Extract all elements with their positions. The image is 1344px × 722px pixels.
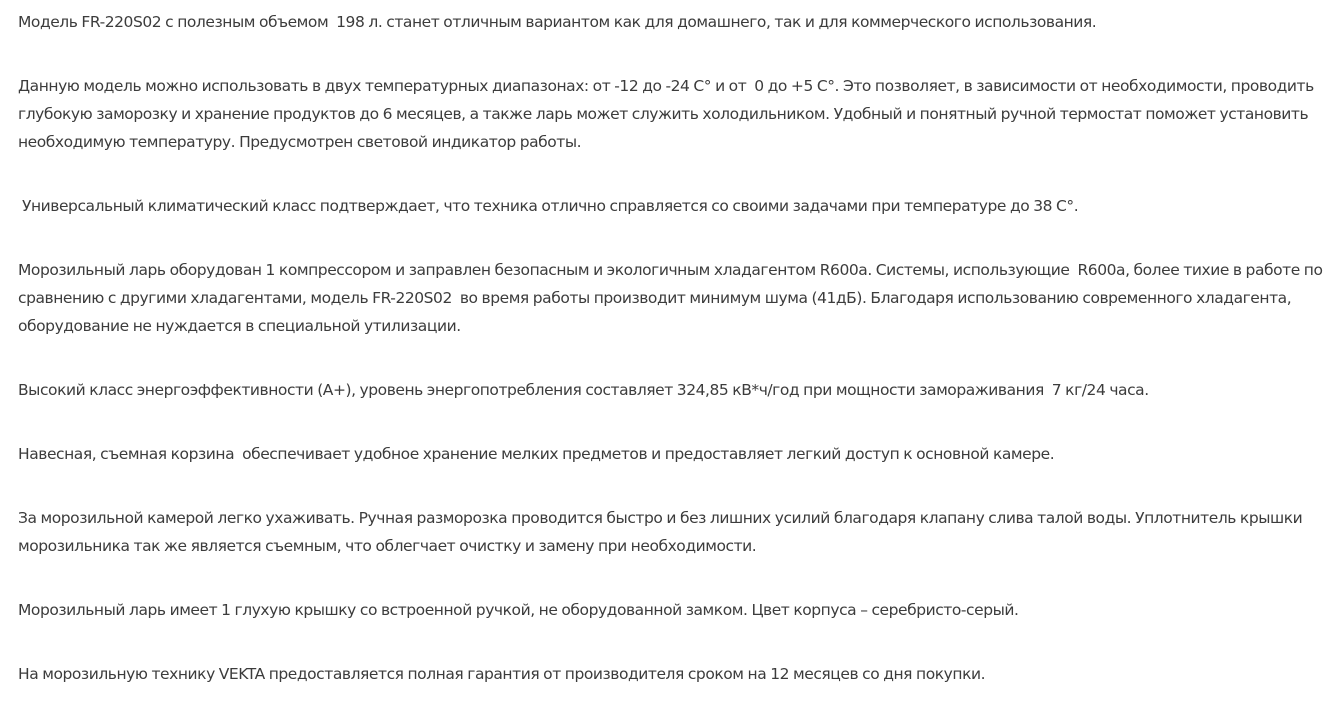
paragraph-lid-color: Морозильный ларь имеет 1 глухую крышку со встроенной ручкой, не оборудованной замком. Цвет корпуса – серебристо-серый. xyxy=(18,601,1019,619)
paragraph-defrost-maintenance: За морозильной камерой легко ухаживать. Ручная разморозка проводится быстро и без лишних усилий благодаря клапану слива талой воды. Уплотнитель крышки морозильника так же является съемным, что облегчает очистку и замену при необходимости. xyxy=(18,509,1307,555)
paragraph-basket: Навесная, съемная корзина обеспечивает удобное хранение мелких предметов и предоставляет легкий доступ к основной камере. xyxy=(18,445,1055,463)
paragraph-compressor-refrigerant: Морозильный ларь оборудован 1 компрессором и заправлен безопасным и экологичным хладагентом R600a. Системы, использующие R600a, более тихие в работе по сравнению с другими хладагентами, модель FR-220S02 во время работы производит минимум шума (41дБ). Благодаря использованию современного хладагента, оборудование не нуждается в специальной утилизации. xyxy=(18,261,1327,335)
paragraph-intro: Модель FR-220S02 с полезным объемом 198 л. станет отличным вариантом как для домашнего, так и для коммерческого использования. xyxy=(18,13,1097,31)
paragraph-warranty: На морозильную технику VEKTA предоставляется полная гарантия от производителя сроком на 12 месяцев со дня покупки. xyxy=(18,665,986,683)
paragraph-energy-efficiency: Высокий класс энергоэффективности (А+), уровень энергопотребления составляет 324,85 кВ*ч/год при мощности замораживания 7 кг/24 часа. xyxy=(18,381,1149,399)
paragraph-climate-class: Универсальный климатический класс подтверждает, что техника отлично справляется со своими задачами при температуре до 38 С°. xyxy=(18,197,1079,215)
paragraph-temperature-ranges: Данную модель можно использовать в двух температурных диапазонах: от -12 до -24 С° и от 0 до +5 С°. Это позволяет, в зависимости от необходимости, проводить глубокую заморозку и хранение продуктов до 6 месяцев, а также ларь может служить холодильником. Удобный и понятный ручной термостат поможет установить необходимую температуру. Предусмотрен световой индикатор работы. xyxy=(18,77,1318,151)
product-description xyxy=(18,8,1342,688)
